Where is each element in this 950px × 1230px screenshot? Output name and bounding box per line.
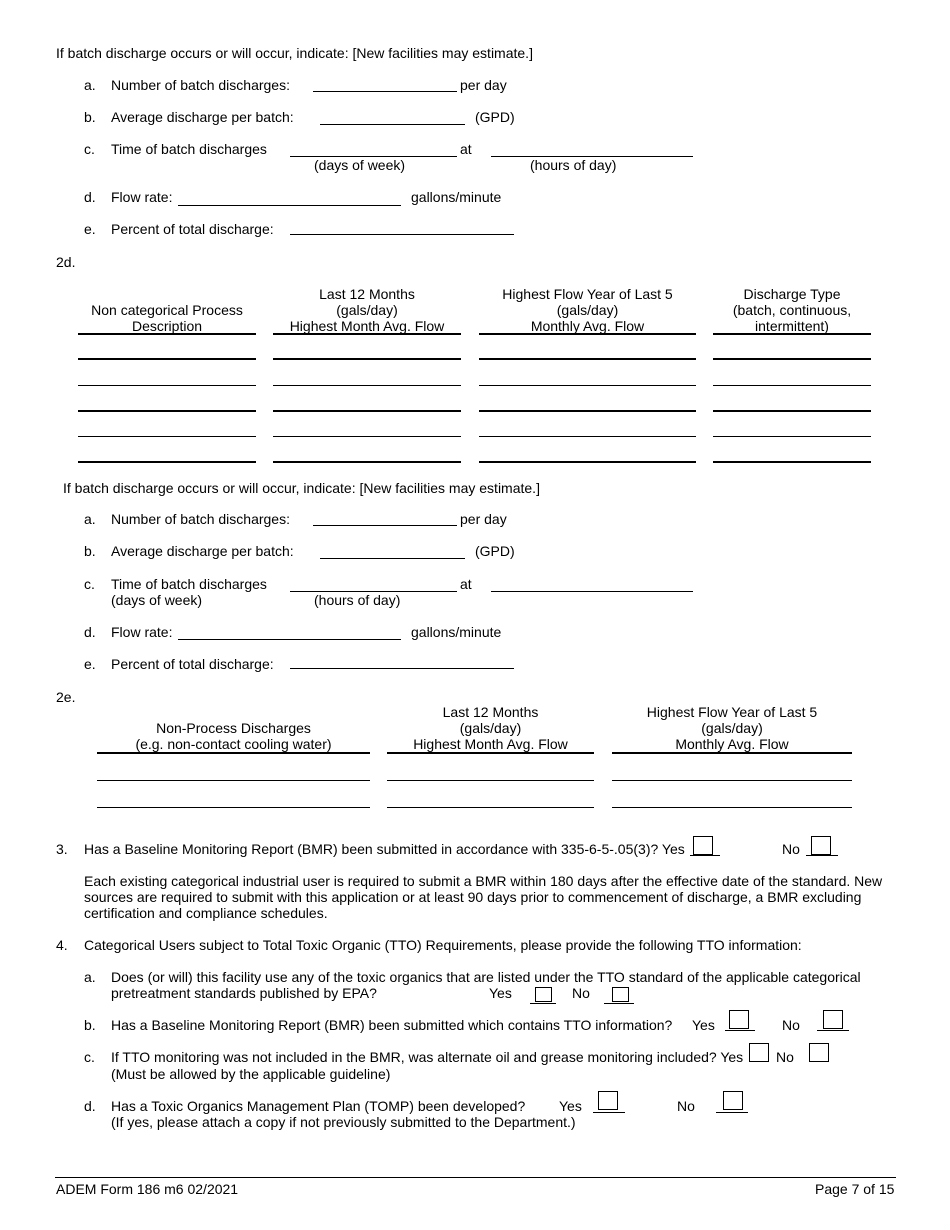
bmr-note: Each existing categorical industrial user is required to submit a BMR within 180 days after the effective date of the standard. New sources are required to submit with this application or at least 90 days prior to commencement of discharge, a BMR excluding certification and compliance schedules. <box>84 873 883 921</box>
batch-count-field[interactable] <box>313 525 457 526</box>
table-row-field[interactable] <box>273 385 461 386</box>
avg-discharge-field[interactable] <box>320 124 465 125</box>
checkbox-underline <box>690 855 720 856</box>
section-label-2d: 2d. <box>56 254 76 270</box>
item-letter: d. <box>84 624 96 640</box>
header-rule <box>612 752 852 754</box>
flow-rate-label: Flow rate: <box>111 189 173 205</box>
yes-label: Yes <box>489 985 512 1001</box>
bmr-yes-checkbox[interactable] <box>693 836 713 855</box>
flow-rate-field[interactable] <box>178 639 401 640</box>
checkbox-underline <box>530 1003 556 1004</box>
item-letter: a. <box>84 969 96 985</box>
table-row-field[interactable] <box>479 436 696 437</box>
item-letter: c. <box>84 141 95 157</box>
no-label: No <box>572 985 590 1001</box>
batch-intro: If batch discharge occurs or will occur, indicate: [New facilities may estimate.] <box>56 45 533 61</box>
per-day-unit: per day <box>460 77 507 93</box>
flow-rate-label: Flow rate: <box>111 624 173 640</box>
checkbox-underline <box>817 1030 849 1031</box>
section-label-2e: 2e. <box>56 689 76 705</box>
tomp-subtext: (If yes, please attach a copy if not previously submitted to the Department.) <box>111 1114 576 1130</box>
bmr-question-text: Has a Baseline Monitoring Report (BMR) been submitted in accordance with 335-6-5-.05(3)? Yes <box>84 841 685 857</box>
col-header-highest5: Highest Flow Year of Last 5 (gals/day) Monthly Avg. Flow <box>646 704 818 752</box>
bmr-tto-text: Has a Baseline Monitoring Report (BMR) been submitted which contains TTO information? <box>111 1017 673 1033</box>
header-rule <box>713 333 871 335</box>
no-label: No <box>677 1098 695 1114</box>
percent-label: Percent of total discharge: <box>111 656 274 672</box>
table-row-field[interactable] <box>273 436 461 437</box>
item-letter: b. <box>84 109 96 125</box>
item-letter: a. <box>84 511 96 527</box>
table-row-field[interactable] <box>97 807 370 808</box>
oil-grease-subtext: (Must be allowed by the applicable guideline) <box>111 1066 391 1082</box>
footer-rule <box>55 1177 896 1178</box>
oil-grease-no-checkbox[interactable] <box>809 1043 829 1062</box>
col-header-description: Non categorical Process Description <box>91 302 243 334</box>
footer-page-number: Page 7 of 15 <box>815 1181 895 1197</box>
table-row-field[interactable] <box>78 410 256 412</box>
table-row-field[interactable] <box>387 780 594 781</box>
yes-label: Yes <box>559 1098 582 1114</box>
tto-question-text: Categorical Users subject to Total Toxic Organic (TTO) Requirements, please provide the following TTO information: <box>84 937 802 953</box>
table-row-field[interactable] <box>479 410 696 412</box>
batch-count-label: Number of batch discharges: <box>111 511 290 527</box>
tto-use-text: Does (or will) this facility use any of the toxic organics that are listed under the TTO standard of the applicable categorical pretreatment standards published by EPA? <box>111 969 861 1001</box>
per-day-unit: per day <box>460 511 507 527</box>
percent-field[interactable] <box>290 234 514 235</box>
col-header-last12: Last 12 Months (gals/day) Highest Month Avg. Flow <box>413 704 568 752</box>
batch-intro: If batch discharge occurs or will occur, indicate: [New facilities may estimate.] <box>63 480 540 496</box>
table-row-field[interactable] <box>479 385 696 386</box>
checkbox-underline <box>725 1030 755 1031</box>
table-row-field[interactable] <box>97 780 370 781</box>
header-rule <box>78 333 256 335</box>
footer-form-id: ADEM Form 186 m6 02/2021 <box>56 1181 239 1197</box>
checkbox-underline <box>593 1112 625 1113</box>
oil-grease-yes-checkbox[interactable] <box>749 1043 769 1062</box>
item-letter: e. <box>84 221 96 237</box>
gpm-unit: gallons/minute <box>411 189 502 205</box>
table-row-field[interactable] <box>713 461 871 463</box>
tomp-no-checkbox[interactable] <box>723 1091 743 1110</box>
batch-time-label: Time of batch discharges (days of week) <box>111 576 267 608</box>
checkbox-underline <box>716 1112 748 1113</box>
col-header-discharge-type: Discharge Type (batch, continuous, intermittent) <box>732 286 852 334</box>
item-letter: d. <box>84 1098 96 1114</box>
percent-label: Percent of total discharge: <box>111 221 274 237</box>
table-row-field[interactable] <box>78 358 256 360</box>
table-row-field[interactable] <box>612 807 852 808</box>
table-row-field[interactable] <box>612 780 852 781</box>
table-row-field[interactable] <box>78 436 256 437</box>
avg-discharge-label: Average discharge per batch: <box>111 543 294 559</box>
item-letter: b. <box>84 1017 96 1033</box>
yes-label: Yes <box>692 1017 715 1033</box>
item-letter: e. <box>84 656 96 672</box>
table-row-field[interactable] <box>713 385 871 386</box>
bmr-tto-yes-checkbox[interactable] <box>729 1010 749 1029</box>
gpd-unit: (GPD) <box>475 109 515 125</box>
tomp-text: Has a Toxic Organics Management Plan (TOMP) been developed? <box>111 1098 526 1114</box>
checkbox-underline <box>806 855 838 856</box>
table-row-field[interactable] <box>387 807 594 808</box>
header-rule <box>387 752 594 754</box>
item-letter: b. <box>84 543 96 559</box>
table-row-field[interactable] <box>78 461 256 463</box>
table-row-field[interactable] <box>479 461 696 463</box>
batch-count-field[interactable] <box>313 91 457 92</box>
table-row-field[interactable] <box>713 410 871 412</box>
flow-rate-field[interactable] <box>178 205 401 206</box>
at-text: at <box>460 141 472 157</box>
oil-grease-text: If TTO monitoring was not included in the BMR, was alternate oil and grease monitoring included? Yes <box>111 1049 744 1065</box>
item-letter: d. <box>84 189 96 205</box>
hours-of-day-caption: (hours of day) <box>314 592 401 608</box>
no-label: No <box>782 1017 800 1033</box>
item-letter: a. <box>84 77 96 93</box>
table-row-field[interactable] <box>78 385 256 386</box>
col-header-highest5: Highest Flow Year of Last 5 (gals/day) Monthly Avg. Flow <box>502 286 673 334</box>
avg-discharge-label: Average discharge per batch: <box>111 109 294 125</box>
header-rule <box>273 333 461 335</box>
days-of-week-caption: (days of week) <box>314 157 406 173</box>
hours-of-day-caption: (hours of day) <box>530 157 617 173</box>
batch-time-label: Time of batch discharges <box>111 141 267 157</box>
bmr-no-checkbox[interactable] <box>811 836 831 855</box>
no-label: No <box>776 1049 794 1065</box>
col-header-last12: Last 12 Months (gals/day) Highest Month Avg. Flow <box>289 286 445 334</box>
tto-use-no-checkbox[interactable] <box>612 987 629 1002</box>
gpd-unit: (GPD) <box>475 543 515 559</box>
table-row-field[interactable] <box>713 436 871 437</box>
table-row-field[interactable] <box>479 358 696 360</box>
table-row-field[interactable] <box>273 358 461 360</box>
question-number: 4. <box>56 937 68 953</box>
batch-count-label: Number of batch discharges: <box>111 77 290 93</box>
no-label: No <box>782 841 800 857</box>
avg-discharge-field[interactable] <box>320 558 465 559</box>
tto-use-yes-checkbox[interactable] <box>535 987 552 1002</box>
table-row-field[interactable] <box>273 410 461 412</box>
item-letter: c. <box>84 576 95 592</box>
table-row-field[interactable] <box>273 461 461 463</box>
col-header-non-process: Non-Process Discharges (e.g. non-contact cooling water) <box>135 720 332 752</box>
tomp-yes-checkbox[interactable] <box>598 1091 618 1110</box>
table-row-field[interactable] <box>713 358 871 360</box>
at-text: at <box>460 576 472 592</box>
second-time-field[interactable] <box>491 591 693 592</box>
bmr-tto-no-checkbox[interactable] <box>823 1010 843 1029</box>
item-letter: c. <box>84 1049 95 1065</box>
header-rule <box>97 752 370 754</box>
question-number: 3. <box>56 841 68 857</box>
checkbox-underline <box>604 1003 634 1004</box>
gpm-unit: gallons/minute <box>411 624 502 640</box>
header-rule <box>479 333 696 335</box>
percent-field[interactable] <box>290 668 514 669</box>
